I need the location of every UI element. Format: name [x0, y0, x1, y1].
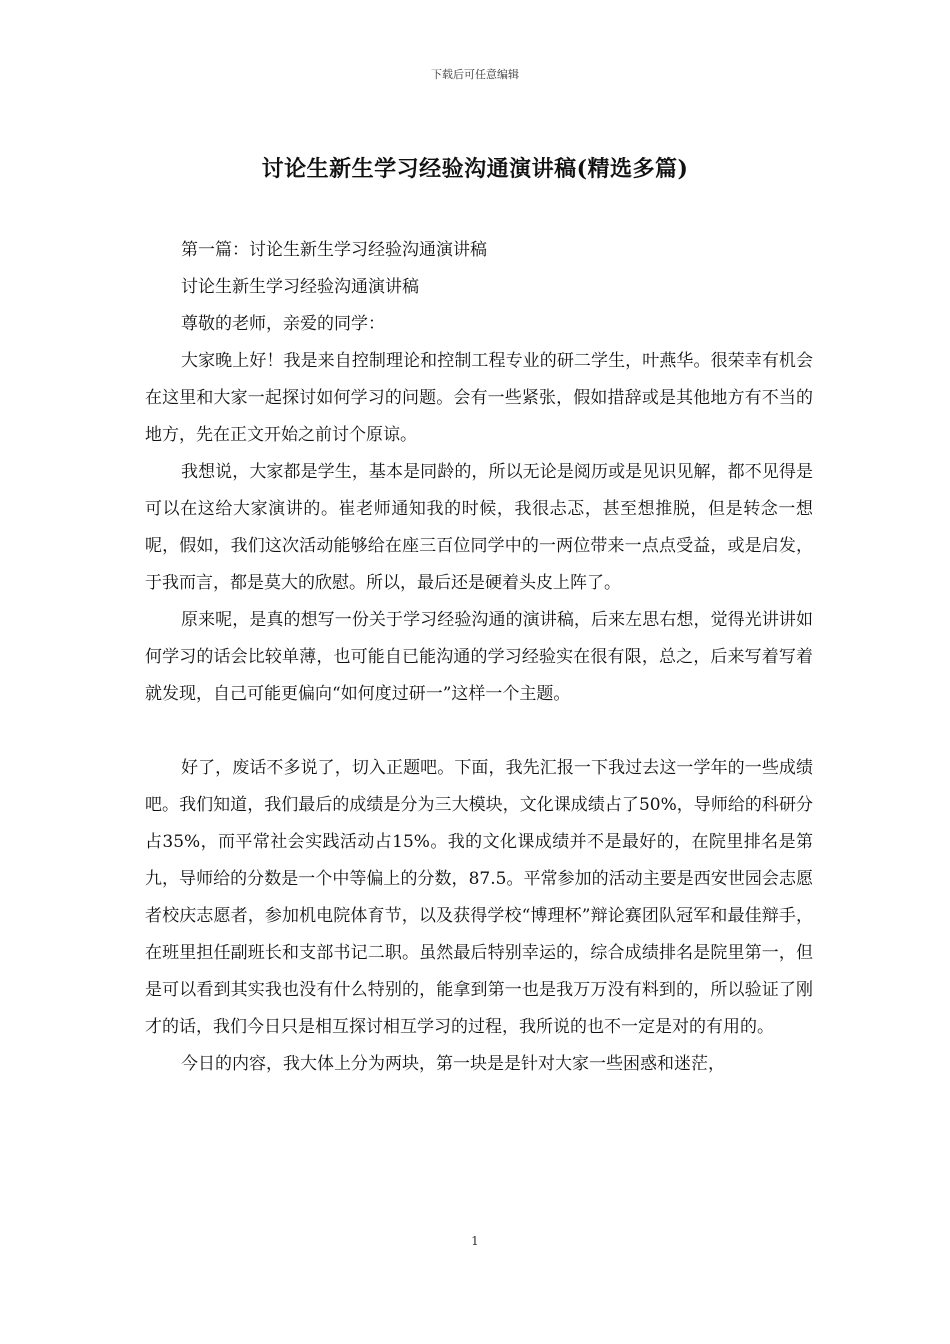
page-number: 1 — [471, 1234, 479, 1248]
section-heading: 第一篇：讨论生新生学习经验沟通演讲稿 — [181, 240, 487, 260]
speech-title-line: 讨论生新生学习经验沟通演讲稿 — [181, 277, 419, 297]
paragraph-theme: 原来呢，是真的想写一份关于学习经验沟通的演讲稿，后来左思右想，觉得光讲讲如何学习的话会比较单薄，也可能自已能沟通的学习经验实在很有限，总之，后来写着写着就发现，自己可能更偏向“如何度过研一”这样一个主题。 — [145, 610, 813, 704]
document-body — [145, 232, 813, 1083]
salutation: 尊敬的老师，亲爱的同学： — [181, 314, 385, 334]
page-header-note: 下载后可任意编辑 — [431, 68, 519, 81]
paragraph-greeting: 大家晚上好！我是来自控制理论和控制工程专业的研二学生，叶燕华。很荣幸有机会在这里和大家一起探讨如何学习的问题。会有一些紧张，假如措辞或是其他地方有不当的地方，先在正文开始之前讨个原谅。 — [145, 351, 813, 445]
document-title: 讨论生新生学习经验沟通演讲稿(精选多篇) — [261, 156, 689, 182]
paragraph-spacer — [145, 713, 813, 750]
paragraph-outline: 今日的内容，我大体上分为两块，第一块是是针对大家一些困惑和迷茫， — [181, 1054, 725, 1074]
paragraph-achievements: 好了，废话不多说了，切入正题吧。下面，我先汇报一下我过去这一学年的一些成绩吧。我们知道，我们最后的成绩是分为三大模块，文化课成绩占了50%，导师给的科研分占35%，而平常社会实践活动占15%。我的文化课成绩并不是最好的，在院里排名是第九，导师给的分数是一个中等偏上的分数，87.5。平常参加的活动主要是西安世园会志愿者校庆志愿者，参加机电院体育节，以及获得学校“博理杯”辩论赛团队冠军和最佳辩手，在班里担任副班长和支部书记二职。虽然最后特别幸运的，综合成绩排名是院里第一，但是可以看到其实我也没有什么特别的，能拿到第一也是我万万没有料到的，所以验证了刚才的话，我们今日只是相互探讨相互学习的过程，我所说的也不一定是对的有用的。 — [145, 758, 813, 1037]
paragraph-motivation: 我想说，大家都是学生，基本是同龄的，所以无论是阅历或是见识见解，都不见得是可以在这给大家演讲的。崔老师通知我的时候，我很忐忑，甚至想推脱，但是转念一想呢，假如，我们这次活动能够给在座三百位同学中的一两位带来一点点受益，或是启发，于我而言，都是莫大的欣慰。所以，最后还是硬着头皮上阵了。 — [145, 462, 813, 593]
